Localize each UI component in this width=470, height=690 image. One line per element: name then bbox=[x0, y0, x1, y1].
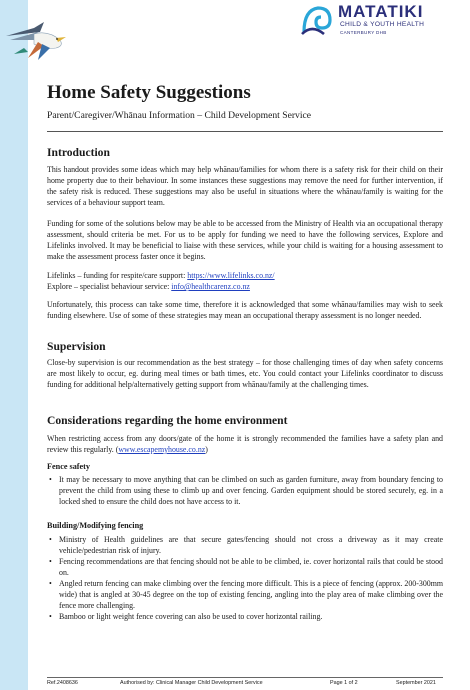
fence-safety-heading: Fence safety bbox=[47, 462, 90, 471]
introduction-paragraph-2: Funding for some of the solutions below may be able to be accessed from the Ministry of Health via an occupational therapy assessment, should criteria be met. For us to be apply for funding we need to have the following services, Explore and Lifelinks involved. It may be beneficial to liaise with these services, while your child is waiting for a housing assessment to make the assessment process faster once it begins. bbox=[47, 219, 443, 261]
sidebar-accent-bar bbox=[0, 0, 28, 690]
building-fencing-list bbox=[47, 534, 443, 622]
footer-ref: Ref.2408636 bbox=[47, 680, 78, 686]
brand-name: MATATIKI bbox=[338, 2, 424, 21]
footer-date: September 2021 bbox=[396, 680, 436, 686]
koru-logo-icon bbox=[300, 4, 336, 36]
list-item: • Ministry of Health guidelines are that secure gates/fencing should not cross a driveway as it may create vehicle/pedestrian risk of injury. bbox=[47, 534, 443, 556]
introduction-paragraph-1: This handout provides some ideas which may help whānau/families for whom there is a safety risk for their child on their home property due to their behaviour. In some instances these suggestions may remove the need for further intervention, if the safety risk is reduced. These suggestions may also be useful in situations where the whānau/family is waiting for the services of a behaviour support team. bbox=[47, 165, 443, 207]
lifelinks-label: Lifelinks – funding for respite/care support: bbox=[47, 271, 188, 280]
explore-label: Explore – specialist behaviour service: bbox=[47, 282, 172, 291]
supervision-heading: Supervision bbox=[47, 340, 106, 353]
title-divider bbox=[47, 131, 443, 132]
environment-paragraph bbox=[47, 433, 443, 455]
fence-safety-list bbox=[47, 474, 443, 507]
footer-authorised: Authorised by: Clinical Manager Child Development Service bbox=[120, 680, 263, 686]
list-item: • It may be necessary to move anything that can be climbed on such as garden furniture, away from boundary fencing to prevent the child from using these to climb up and over fencing. Garden equipment should be stored securely, eg. in a locked shed to ensure the child does not have access to it. bbox=[47, 474, 443, 507]
introduction-heading: Introduction bbox=[47, 146, 110, 159]
environment-text-end: ) bbox=[205, 445, 208, 454]
brand-line1: CHILD & YOUTH HEALTH bbox=[340, 21, 425, 28]
document-subtitle: Parent/Caregiver/Whānau Information – Child Development Service bbox=[47, 110, 312, 121]
environment-text: When restricting access from any doors/gate of the home it is strongly recommended the families have a safety plan and review this regularly. ( bbox=[47, 434, 443, 454]
footer-page: Page 1 of 2 bbox=[330, 680, 358, 686]
list-item: • Bamboo or light weight fence covering can also be used to cover horizontal railing. bbox=[47, 611, 443, 622]
seabird-illustration bbox=[4, 18, 76, 62]
escapemyhouse-link[interactable]: www.escapemyhouse.co.nz bbox=[118, 445, 206, 454]
matatiki-logo bbox=[300, 2, 464, 42]
environment-heading: Considerations regarding the home environment bbox=[47, 414, 288, 427]
explore-line bbox=[47, 281, 443, 292]
explore-email-link[interactable]: info@healthcarenz.co.nz bbox=[171, 282, 250, 291]
footer-divider bbox=[47, 677, 443, 678]
introduction-paragraph-3: Unfortunately, this process can take some time, therefore it is acknowledged that some whānau/families may wish to seek funding elsewhere. Use of some of these strategies may mean an occupational therapy assessment is no longer needed. bbox=[47, 300, 443, 320]
brand-line2: CANTERBURY DHB bbox=[340, 30, 387, 35]
list-item: • Angled return fencing can make climbing over the fencing more difficult. This is a piece of fencing (approx. 200-300mm wide) that is angled at 30-45 degree on the top of existing fencing, angling into the play area of make climbing over the fence more challenging. bbox=[47, 578, 443, 611]
lifelinks-link[interactable]: https://www.lifelinks.co.nz/ bbox=[187, 271, 275, 280]
supervision-paragraph: Close-by supervision is our recommendation as the best strategy – for those challenging times of day when safety concerns are most likely to occur, eg. during meal times or bath times, etc. You could contact your Lifelinks coordinator to discuss funding for additional help/alternatively getting support from whānau/family at the challenging times. bbox=[47, 358, 443, 389]
building-fencing-heading: Building/Modifying fencing bbox=[47, 521, 144, 530]
document-title: Home Safety Suggestions bbox=[47, 82, 251, 103]
lifelinks-line bbox=[47, 270, 443, 281]
list-item: • Fencing recommendations are that fencing should not be able to be climbed, ie. cover horizontal rails that could be stood on. bbox=[47, 556, 443, 578]
